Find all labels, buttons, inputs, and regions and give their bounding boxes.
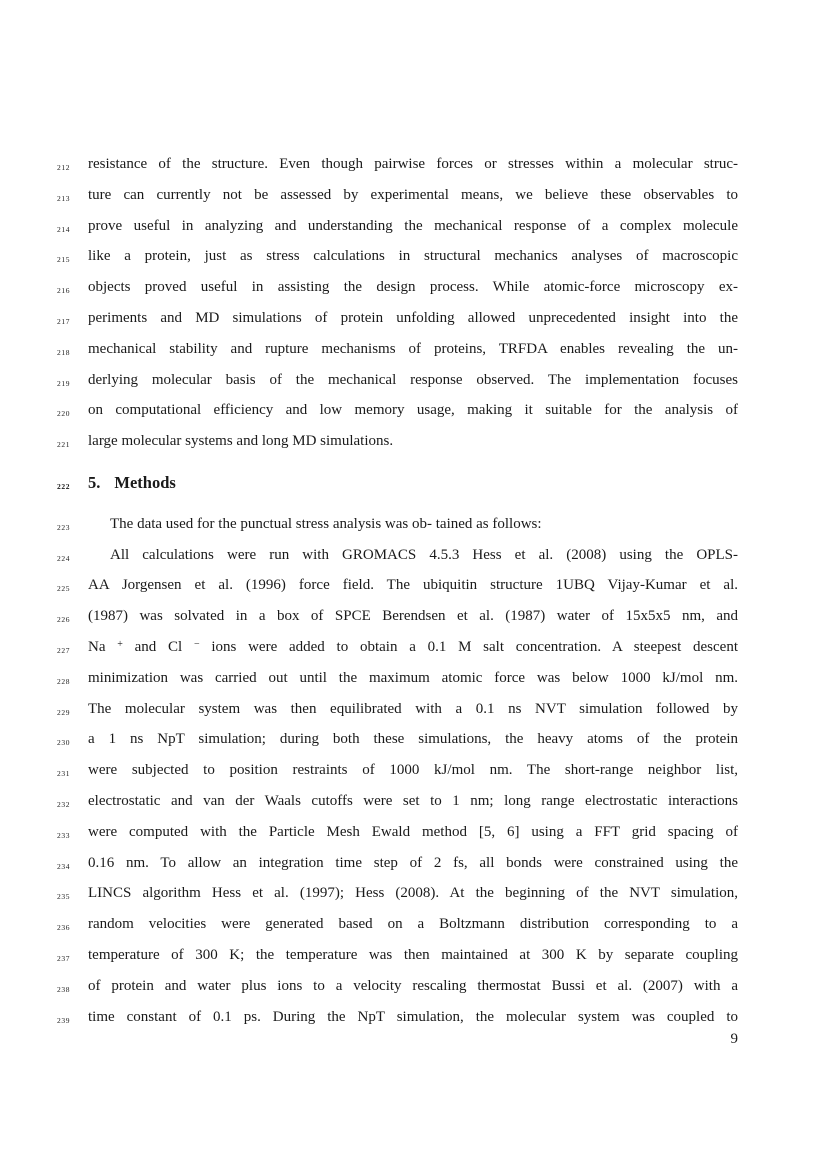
line-number: 225	[57, 584, 71, 594]
line-number: 213	[57, 193, 71, 203]
text-line	[57, 755, 738, 786]
text-segment: Na	[88, 638, 118, 655]
line-text: 0.16 nm. To allow an integration time step of 2 fs, all bonds were constrained using the	[88, 854, 738, 871]
line-number: 238	[57, 984, 71, 994]
line-text: The molecular system was then equilibrated with a 0.1 ns NVT simulation followed by	[88, 700, 738, 717]
text-line	[57, 149, 738, 180]
line-number: 239	[57, 1015, 71, 1025]
text-line	[57, 601, 738, 632]
line-text: LINCS algorithm Hess et al. (1997); Hess (2008). At the beginning of the NVT simulation,	[88, 885, 738, 902]
line-number: 218	[57, 347, 71, 357]
superscript-charge: −	[193, 638, 200, 650]
line-text: time constant of 0.1 ps. During the NpT simulation, the molecular system was coupled to	[88, 1008, 738, 1025]
page-number: 9	[730, 1031, 738, 1047]
line-number: 222	[57, 481, 71, 491]
body-text-column	[57, 149, 738, 1032]
line-number: 227	[57, 645, 71, 655]
line-text: AA Jorgensen et al. (1996) force field. The ubiquitin structure 1UBQ Vijay-Kumar et al.	[88, 577, 738, 594]
text-line	[57, 878, 738, 909]
line-number: 223	[57, 522, 71, 532]
line-number: 224	[57, 553, 71, 563]
text-line	[57, 211, 738, 242]
line-number: 215	[57, 255, 71, 265]
text-line	[57, 509, 738, 540]
text-line	[57, 540, 738, 571]
line-number: 237	[57, 953, 71, 963]
text-line	[57, 786, 738, 817]
line-text: random velocities were generated based on a Boltzmann distribution corresponding to a	[88, 916, 738, 933]
line-text: were computed with the Particle Mesh Ewald method [5, 6] using a FFT grid spacing of	[88, 823, 738, 840]
line-text: on computational efficiency and low memory usage, making it suitable for the analysis of	[88, 402, 738, 419]
text-line	[57, 395, 738, 426]
text-line	[57, 724, 738, 755]
line-text: minimization was carried out until the maximum atomic force was below 1000 kJ/mol nm.	[88, 669, 738, 686]
text-line	[57, 570, 738, 601]
line-number: 230	[57, 738, 71, 748]
text-line	[57, 663, 738, 694]
line-number: 219	[57, 378, 71, 388]
text-line	[57, 303, 738, 334]
text-line	[57, 694, 738, 725]
text-line	[57, 365, 738, 396]
text-segment: and Cl	[122, 638, 194, 655]
line-text: periments and MD simulations of protein unfolding allowed unprecedented insight into the	[88, 309, 738, 326]
line-text: The data used for the punctual stress analysis was ob- tained as follows:	[110, 515, 542, 532]
line-number: 212	[57, 163, 71, 172]
line-text: electrostatic and van der Waals cutoffs were set to 1 nm; long range electrostatic interactions	[88, 792, 738, 809]
line-number: 221	[57, 440, 71, 450]
line-number: 232	[57, 799, 71, 809]
line-text: like a protein, just as stress calculations in structural mechanics analyses of macroscopic	[88, 248, 738, 265]
text-line	[57, 848, 738, 879]
line-number: 214	[57, 224, 71, 234]
line-number: 235	[57, 892, 71, 902]
text-line	[57, 426, 738, 457]
line-text	[88, 632, 738, 663]
line-number: 217	[57, 316, 71, 326]
line-number: 229	[57, 707, 71, 717]
line-text: ture can currently not be assessed by experimental means, we believe these observables to	[88, 186, 738, 203]
line-text: prove useful in analyzing and understanding the mechanical response of a complex molecule	[88, 217, 738, 234]
text-line	[57, 241, 738, 272]
line-number: 231	[57, 769, 71, 779]
line-number: 216	[57, 286, 71, 296]
text-line	[57, 272, 738, 303]
line-number: 236	[57, 923, 71, 933]
line-text: were subjected to position restraints of 1000 kJ/mol nm. The short-range neighbor list,	[88, 762, 738, 779]
section-number: 5.	[88, 472, 101, 492]
line-text: All calculations were run with GROMACS 4.5.3 Hess et al. (2008) using the OPLS-	[110, 546, 738, 563]
text-line	[57, 940, 738, 971]
line-number: 228	[57, 676, 71, 686]
line-number: 226	[57, 615, 71, 625]
text-segment: ions were added to obtain a 0.1 M salt concentration. A steepest descent	[199, 638, 738, 655]
superscript-charge: +	[117, 638, 123, 650]
text-line	[57, 817, 738, 848]
line-number: 233	[57, 830, 71, 840]
section-heading	[57, 468, 738, 499]
line-text: (1987) was solvated in a box of SPCE Berendsen et al. (1987) water of 15x5x5 nm, and	[88, 608, 738, 625]
text-line	[57, 180, 738, 211]
line-text: objects proved useful in assisting the design process. While atomic-force microscopy ex-	[88, 279, 738, 296]
section-title: Methods	[114, 472, 176, 492]
line-text: temperature of 300 K; the temperature was then maintained at 300 K by separate coupling	[88, 946, 738, 963]
line-text: large molecular systems and long MD simulations.	[88, 433, 394, 450]
line-text: resistance of the structure. Even though pairwise forces or stresses within a molecular struc-	[88, 156, 738, 172]
line-text: of protein and water plus ions to a velocity rescaling thermostat Bussi et al. (2007) with a	[88, 977, 738, 994]
line-number: 220	[57, 409, 71, 419]
line-text: mechanical stability and rupture mechanisms of proteins, TRFDA enables revealing the un-	[88, 340, 738, 357]
line-text: derlying molecular basis of the mechanical response observed. The implementation focuses	[88, 371, 738, 388]
text-line	[57, 909, 738, 940]
text-line	[57, 971, 738, 1002]
line-text: a 1 ns NpT simulation; during both these simulations, the heavy atoms of the protein	[88, 731, 738, 748]
text-line	[57, 334, 738, 365]
text-line	[57, 632, 738, 663]
line-number: 234	[57, 861, 71, 871]
